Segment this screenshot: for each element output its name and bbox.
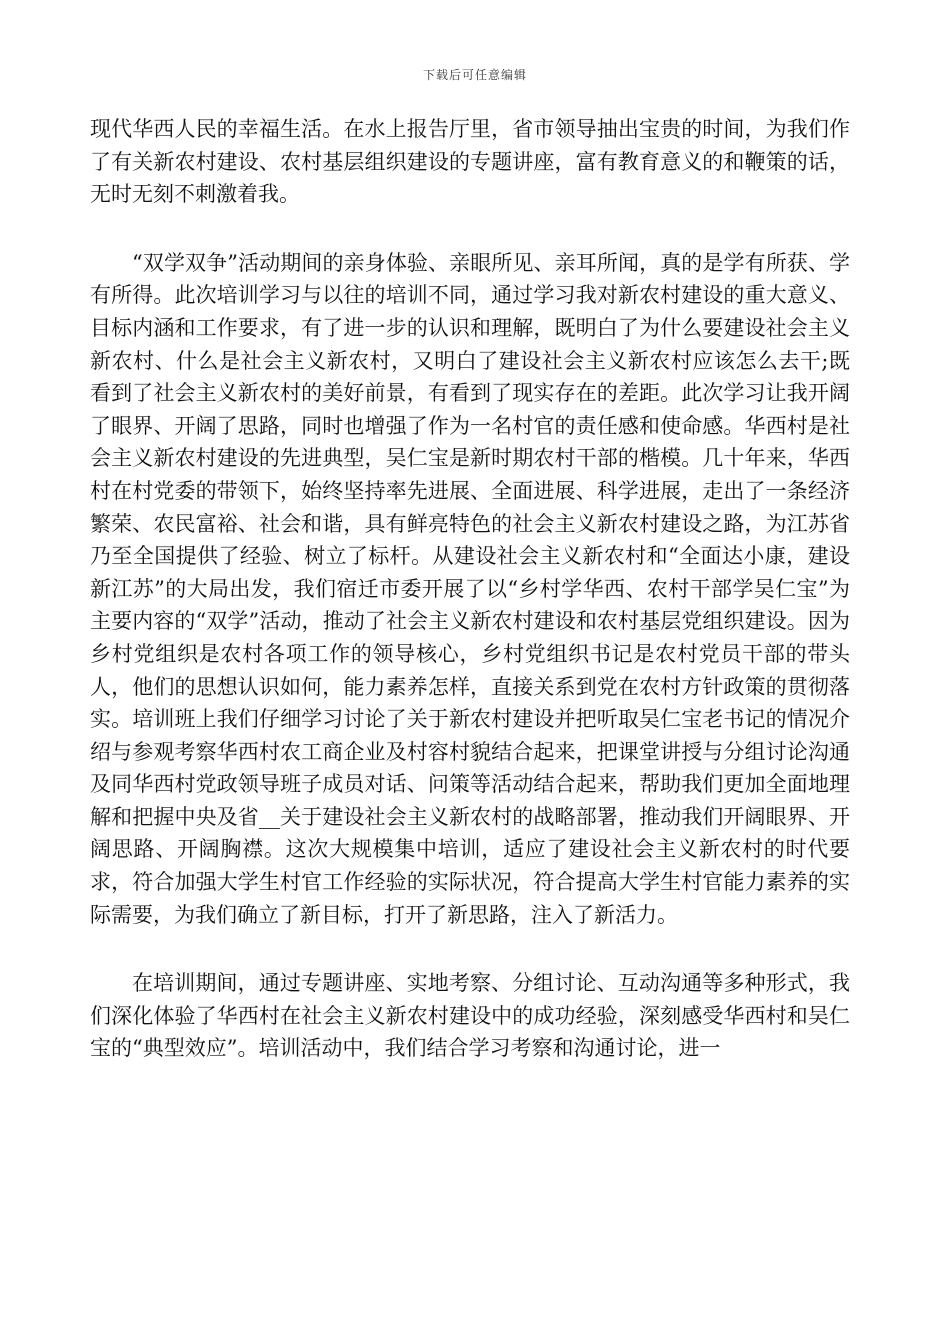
paragraph-1: 现代华西人民的幸福生活。在水上报告厅里，省市领导抽出宝贵的时间，为我们作了有关新农村建设、农村基层组织建设的专题讲座，富有教育意义的和鞭策的话，无时无刻不刺激着我。 — [90, 117, 850, 207]
page-header: 下载后可任意编辑 — [422, 68, 527, 82]
paragraph-3: 在培训期间，通过专题讲座、实地考察、分组讨论、互动沟通等多种形式，我们深化体验了华西村在社会主义新农村建设中的成功经验，深刻感受华西村和吴仁宝的“典型效应”。培训活动中，我们结合学习考察和沟通讨论，进一 — [90, 971, 850, 1061]
document-body — [90, 113, 850, 1065]
paragraph-2: “双学双争”活动期间的亲身体验、亲眼所见、亲耳所闻，真的是学有所获、学有所得。此次培训学习与以往的培训不同，通过学习我对新农村建设的重大意义、目标内涵和工作要求，有了进一步的认识和理解，既明白了为什么要建设社会主义新农村、什么是社会主义新农村，又明白了建设社会主义新农村应该怎么去干;既看到了社会主义新农村的美好前景，有看到了现实存在的差距。此次学习让我开阔了眼界、开阔了思路，同时也增强了作为一名村官的责任感和使命感。华西村是社会主义新农村建设的先进典型，吴仁宝是新时期农村干部的楷模。几十年来，华西村在村党委的带领下，始终坚持率先进展、全面进展、科学进展，走出了一条经济繁荣、农民富裕、社会和谐，具有鲜亮特色的社会主义新农村建设之路，为江苏省乃至全国提供了经验、树立了标杆。从建设社会主义新农村和“全面达小康，建设新江苏”的大局出发，我们宿迁市委开展了以“乡村学华西、农村干部学吴仁宝”为主要内容的“双学”活动，推动了社会主义新农村建设和农村基层党组织建设。因为乡村党组织是农村各项工作的领导核心，乡村党组织书记是农村党员干部的带头人，他们的思想认识如何，能力素养怎样，直接关系到党在农村方针政策的贯彻落实。培训班上我们仔细学习讨论了关于新农村建设并把听取吴仁宝老书记的情况介绍与参观考察华西村农工商企业及村容村貌结合起来，把课堂讲授与分组讨论沟通及同华西村党政领导班子成员对话、问策等活动结合起来，帮助我们更加全面地理解和把握中央及省__关于建设社会主义新农村的战略部署，推动我们开阔眼界、开阔思路、开阔胸襟。这次大规模集中培训，适应了建设社会主义新农村的时代要求，符合加强大学生村官工作经验的实际状况，符合提高大学生村官能力素养的实际需要，为我们确立了新目标，打开了新思路，注入了新活力。 — [90, 250, 850, 927]
